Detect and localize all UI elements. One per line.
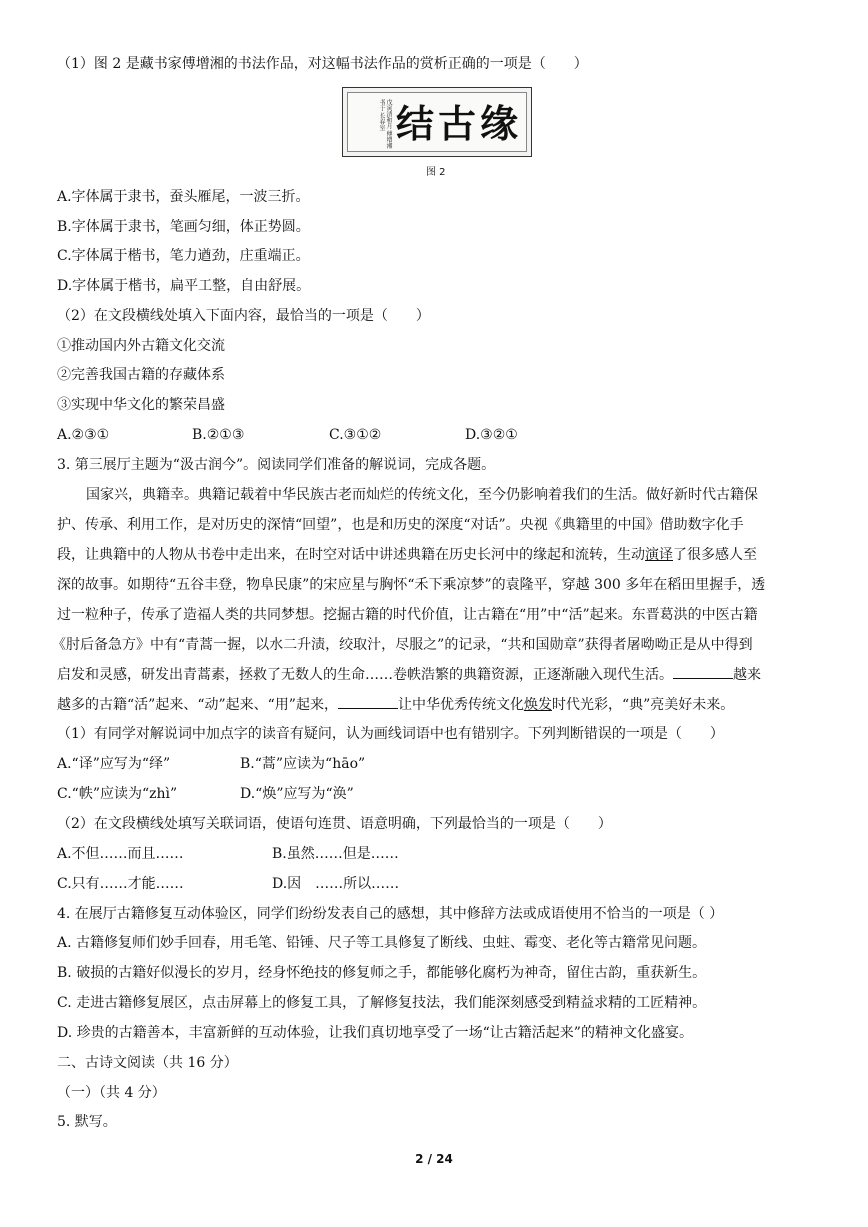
question-3-title: 3. 第三展厅主题为“汲古润今”。阅读同学们准备的解说词，完成各题。 — [57, 457, 496, 473]
q2-1-option-b: B.字体属于隶书，笔画匀细，体正势圆。 — [57, 219, 310, 235]
q4-option-c: C. 走进古籍修复展区，点击屏幕上的修复工具，了解修复技法，我们能深刻感受到精益求精的工匠精神。 — [57, 995, 707, 1011]
question-5: 5. 默写。 — [57, 1114, 117, 1130]
calligraphy-figure — [342, 87, 532, 157]
underlined-word-yanyi: 演译 — [645, 547, 673, 563]
q3-2-option-a: A.不但……而且…… — [57, 846, 184, 862]
q2-2-option-a: A.②③① — [57, 427, 110, 443]
q4-option-a: A. 古籍修复师们妙手回春，用毛笔、铅锤、尺子等工具修复了断线、虫蛀、霉变、老化等古籍常见问题。 — [57, 935, 707, 951]
passage-line-2: 护、传承、利用工作，是对历史的深情“回望”，也是和历史的深度“对话”。央视《典籍里的中国》借助数字化手 — [57, 517, 744, 533]
question-2-1-stem: （1）图 2 是藏书家傅增湘的书法作品，对这幅书法作品的赏析正确的一项是（ ） — [57, 56, 588, 72]
q2-2-item-3: ③实现中华文化的繁荣昌盛 — [57, 397, 225, 413]
q3-1-option-b: B.“蒿”应读为“hāo” — [240, 756, 366, 772]
q3-1-option-d: D.“焕”应写为“涣” — [240, 786, 354, 802]
q2-2-option-b: B.②①③ — [192, 427, 245, 443]
passage-line-7: 启发和灵感，研发出青蒿素，拯救了无数人的生命……卷帙浩繁的典籍资源，正逐渐融入现代生活。 越来 — [57, 667, 761, 683]
passage-line-1: 国家兴，典籍幸。典籍记载着中华民族古老而灿烂的传统文化，至今仍影响着我们的生活。做好新时代古籍保 — [86, 487, 758, 503]
q2-2-option-c: C.③①② — [329, 427, 382, 443]
q2-1-option-c: C.字体属于楷书，笔力遒劲，庄重端正。 — [57, 248, 310, 264]
question-3-2-stem: （2）在文段横线处填写关联词语，使语句连贯、语意明确，下列最恰当的一项是（ ） — [57, 816, 612, 832]
q3-1-option-a: A.“译”应写为“绎” — [57, 756, 171, 772]
passage-line-6: 《肘后备急方》中有“青蒿一握，以水二升渍，绞取汁，尽服之”的记录，“共和国勋章”获得者屠呦呦正是从中得到 — [52, 637, 753, 653]
fill-blank-2[interactable] — [338, 696, 398, 709]
q2-1-option-a: A.字体属于隶书，蚕头雁尾，一波三折。 — [57, 189, 310, 205]
q3-2-option-c: C.只有……才能…… — [57, 876, 184, 892]
q2-2-item-2: ②完善我国古籍的存藏体系 — [57, 367, 225, 383]
fill-blank-1[interactable] — [673, 666, 733, 679]
figure-caption: 图 2 — [426, 167, 446, 178]
q4-option-b: B. 破损的古籍好似漫长的岁月，经身怀绝技的修复师之手，都能够化腐朽为神奇，留住古韵，重获新生。 — [57, 965, 707, 981]
section-2-title: 二、古诗文阅读（共 16 分） — [57, 1055, 238, 1071]
q3-2-option-b: B.虽然……但是…… — [272, 846, 399, 862]
passage-line-8: 越多的古籍“活”起来、“动”起来、“用”起来， 让中华优秀传统文化焕发时代光彩，“典”亮美好未来。 — [57, 697, 735, 713]
question-4-stem: 4. 在展厅古籍修复互动体验区，同学们纷纷发表自己的感想，其中修辞方法或成语使用不恰当的一项是（ ） — [57, 906, 724, 922]
calligraphy-main-text: 结古缘 — [396, 101, 523, 146]
q3-2-option-d: D.因 ……所以…… — [272, 876, 400, 892]
question-3-1-stem: （1）有同学对解说词中加点字的读音有疑问，认为画线词语中也有错别字。下列判断错误的一项是（ ） — [57, 726, 724, 742]
q2-1-option-d: D.字体属于楷书，扁平工整，自由舒展。 — [57, 278, 311, 294]
section-2-sub: （一）（共 4 分） — [57, 1085, 166, 1101]
q3-1-option-c: C.“帙”应读为“zhì” — [57, 786, 178, 802]
page-number: 2 / 24 — [415, 1152, 453, 1166]
passage-line-3: 段，让典籍中的人物从书卷中走出来，在时空对话中讲述典籍在历史长河中的缘起和流转，生动演译了很多感人至 — [57, 547, 757, 563]
q2-2-option-d: D.③②① — [465, 427, 518, 443]
q2-2-item-1: ①推动国内外古籍文化交流 — [57, 338, 225, 354]
q4-option-d: D. 珍贵的古籍善本，丰富新鲜的互动体验，让我们真切地享受了一场“让古籍活起来”的精神文化盛宴。 — [57, 1025, 693, 1041]
passage-line-4: 深的故事。如期待“五谷丰登，物阜民康”的宋应星与胸怀“禾下乘凉梦”的袁隆平，穿越 300 多年在稻田里握手，透 — [57, 577, 766, 593]
underlined-word-huanfa: 焕发 — [523, 697, 552, 713]
passage-line-5: 过一粒种子，传承了造福人类的共同梦想。挖掘古籍的时代价值，让古籍在“用”中“活”起来。东晋葛洪的中医古籍 — [57, 607, 758, 623]
calligraphy-inscription: 戊寅清和月 傅增湘书于 长春室 — [378, 99, 392, 149]
question-2-2-stem: （2）在文段横线处填入下面内容，最恰当的一项是（ ） — [57, 308, 430, 324]
